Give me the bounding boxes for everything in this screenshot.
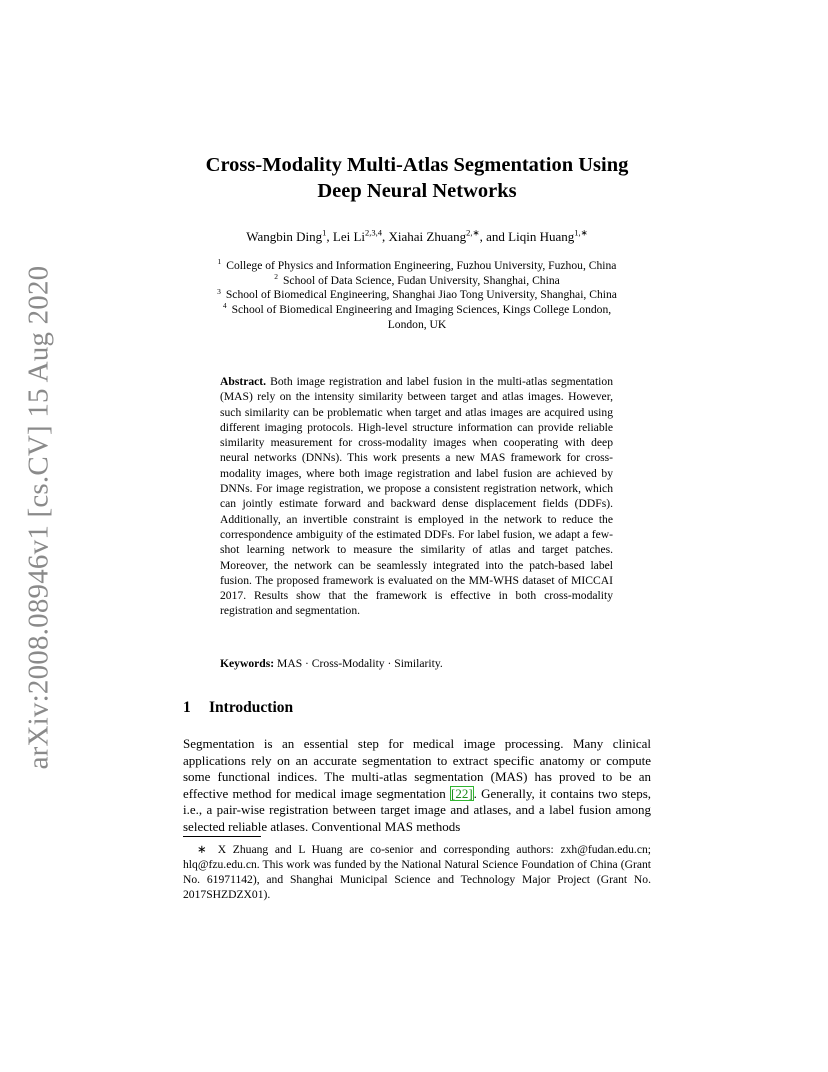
arxiv-identifier-text: arXiv:2008.08946v1 [cs.CV] 15 Aug 2020 <box>22 265 55 770</box>
section-number: 1 <box>183 699 191 716</box>
keywords-label: Keywords: <box>220 657 275 670</box>
author-name: Wangbin Ding <box>246 229 323 244</box>
author-name: Lei Li <box>332 229 366 244</box>
footnote <box>183 842 651 902</box>
author-affiliation-mark: 2,3,4 <box>365 227 383 238</box>
paper-title-line-1: Cross-Modality Multi-Atlas Segmentation Using <box>205 154 629 176</box>
affiliation-text: London, UK <box>387 317 447 331</box>
footnote-text: X Zhuang and L Huang are co-senior and corresponding authors: zxh@fudan.edu.cn; hlq@fzu.edu.cn. This work was funded by the National Natural Science Foundation of China (Grant No. 61971142), and Shanghai Municipal Science and Technology Major Project (Grant No. 2017SHZDZX01). <box>183 843 651 901</box>
affiliation-mark: 3 <box>217 286 221 296</box>
intro-text-part-1: Segmentation is an essential step for medical image processing. Many clinical applications rely on an accurate segmentation to extract specific anatomy or compute some functional indices. The multi-atlas segmentation (MAS) has proved to be an effective method for medical image segmentation <box>183 736 651 801</box>
author-separator: , <box>326 229 333 244</box>
section-title: Introduction <box>209 699 294 716</box>
affiliation-item <box>175 303 659 318</box>
footnote-mark: ∗ <box>197 843 207 856</box>
abstract-label: Abstract. <box>220 375 267 388</box>
affiliation-item <box>175 318 659 333</box>
author-affiliation-mark: 1,∗ <box>574 227 588 238</box>
citation-link[interactable]: [22] <box>450 785 473 801</box>
footnote-divider <box>183 836 261 837</box>
affiliation-item <box>175 259 659 274</box>
paper-title <box>183 152 651 204</box>
author-list <box>183 229 651 245</box>
affiliation-mark: 2 <box>274 271 278 281</box>
author-affiliation-mark: 2,∗ <box>466 227 480 238</box>
author-separator: , and <box>479 229 509 244</box>
arxiv-identifier <box>22 265 56 770</box>
affiliation-text: School of Biomedical Engineering and Imaging Sciences, Kings College London, <box>231 303 612 317</box>
affiliation-item <box>175 271 659 289</box>
affiliation-text: College of Physics and Information Engineering, Fuzhou University, Fuzhou, China <box>226 259 617 272</box>
intro-text-part-2: . Generally, it contains two steps, i.e., a pair-wise registration between target image and atlases, and a label fusion among selected reliable atlases. Conventional MAS methods <box>183 785 652 834</box>
affiliation-mark: 4 <box>222 301 227 311</box>
author-separator: , <box>382 229 389 244</box>
paper-title-line-2: Deep Neural Networks <box>317 180 517 202</box>
affiliation-list <box>175 259 659 333</box>
section-heading <box>183 699 293 717</box>
intro-paragraph <box>183 736 651 835</box>
affiliation-text: School of Biomedical Engineering, Shanghai Jiao Tong University, Shanghai, China <box>225 288 617 302</box>
author-affiliation-mark: 1 <box>322 227 327 238</box>
abstract-text: Both image registration and label fusion in the multi-atlas segmentation (MAS) rely on the intensity similarity between target and atlas images. However, such similarity can be problematic when target and atlas images are acquired using different imaging protocols. High-level structure information can provide reliable similarity measurement for cross-modality images when cooperating with deep neural networks (DNNs). This work presents a new MAS framework for cross-modality images, where both image registration and label fusion are achieved by DNNs. For image registration, we propose a consistent registration network, which can jointly estimate forward and backward dense displacement fields (DDFs). Additionally, an invertible constraint is employed in the network to reduce the correspondence ambiguity of the estimated DDFs. For label fusion, we adapt a few-shot learning network to measure the similarity of atlas and target patches. Moreover, the network can be seamlessly integrated into the patch-based label fusion. The proposed framework is evaluated on the MM-WHS dataset of MICCAI 2017. Results show that the framework is effective in both cross-modality registration and segmentation. <box>220 375 613 618</box>
affiliation-mark: 1 <box>217 257 222 267</box>
abstract <box>220 374 613 619</box>
keywords <box>220 656 613 671</box>
keywords-text: MAS · Cross-Modality · Similarity. <box>277 657 443 670</box>
affiliation-item <box>175 288 659 303</box>
author-name: Liqin Huang <box>508 229 575 244</box>
author-name: Xiahai Zhuang <box>388 229 467 244</box>
affiliation-text: School of Data Science, Fudan University, Shanghai, China <box>282 273 560 287</box>
